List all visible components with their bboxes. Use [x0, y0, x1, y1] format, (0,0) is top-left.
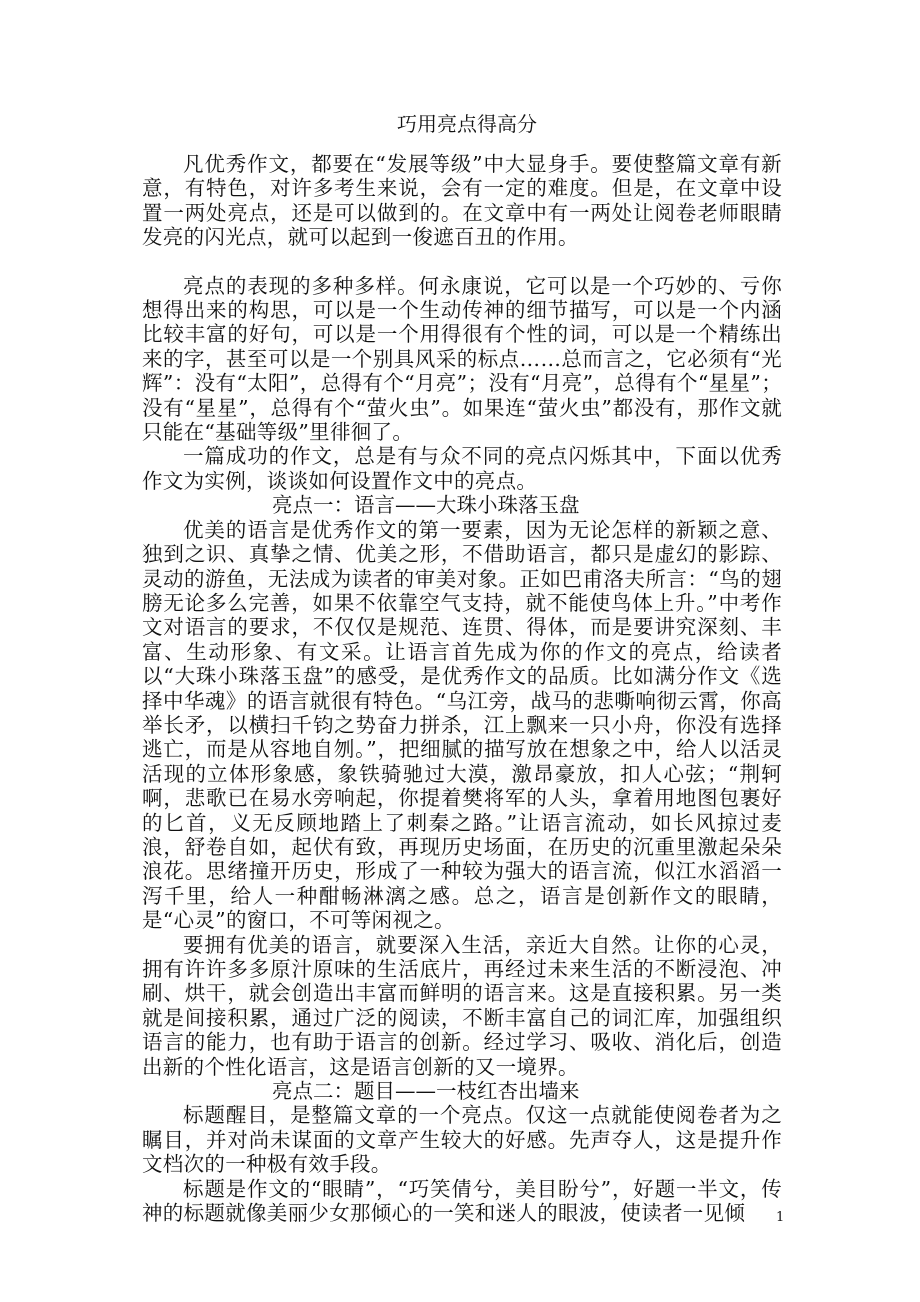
- section-heading-2: 亮点二：题目——一枝红杏出墙来: [272, 1079, 580, 1104]
- section2-paragraph-1: 标题醒目，是整篇文章的一个亮点。仅这一点就能使阅卷者为之瞩目，并对尚未谋面的文章产生较大的好感。先声夺人，这是提升作文档次的一种极有效手段。: [142, 1103, 782, 1177]
- intro-paragraph-1: 凡优秀作文，都要在“发展等级”中大显身手。要使整篇文章有新意，有特色，对许多考生来说，会有一定的难度。但是，在文章中设置一两处亮点，还是可以做到的。在文章中有一两处让阅卷老师眼睛发亮的闪光点，就可以起到一俊遮百丑的作用。: [142, 152, 782, 250]
- section1-paragraph-2: 要拥有优美的语言，就要深入生活，亲近大自然。让你的心灵，拥有许许多多原汁原味的生活底片，再经过未来生活的不断浸泡、冲刷、烘干，就会创造出丰富而鲜明的语言来。这是直接积累。另一类就是间接积累，通过广泛的阅读，不断丰富自己的词汇库，加强组织语言的能力，也有助于语言的创新。经过学习、吸收、消化后，创造出新的个性化语言，这是语言创新的又一境界。: [142, 932, 782, 1079]
- document-page: [142, 104, 785, 1226]
- section-heading-1: 亮点一：语言——大珠小珠落玉盘: [272, 493, 580, 518]
- intro-paragraph-2: 亮点的表现的多种多样。何永康说，它可以是一个巧妙的、亏你想得出来的构思，可以是一个生动传神的细节描写，可以是一个内涵比较丰富的好句，可以是一个用得很有个性的词，可以是一个精练出来的字，甚至可以是一个别具风采的标点……总而言之，它必须有“光辉”：没有“太阳”，总得有个“月亮”；没有“月亮”，总得有个“星星”；没有“星星”，总得有个“萤火虫”。如果连“萤火虫”都没有，那作文就只能在“基础等级”里徘徊了。: [142, 273, 782, 445]
- page-number: 1: [776, 1210, 785, 1225]
- document-title: 巧用亮点得高分: [397, 112, 537, 136]
- section2-paragraph-2: 标题是作文的“眼睛”，“巧笑倩兮，美目盼兮”，好题一半文，传神的标题就像美丽少女那倾心的一笑和迷人的眼波，使读者一见倾: [142, 1176, 782, 1226]
- intro-paragraph-3: 一篇成功的作文，总是有与众不同的亮点闪烁其中，下面以优秀作文为实例，谈谈如何设置作文中的亮点。: [142, 444, 782, 493]
- section1-paragraph-1: 优美的语言是优秀作文的第一要素，因为无论怎样的新颖之意、独到之识、真挚之情、优美之形，不借助语言，都只是虚幻的影踪、灵动的游鱼，无法成为读者的审美对象。正如巴甫洛夫所言：“鸟的翅膀无论多么完善，如果不依靠空气支持，就不能使鸟体上升。”中考作文对语言的要求，不仅仅是规范、连贯、得体，而是要讲究深刻、丰富、生动形象、有文采。让语言首先成为你的作文的亮点，给读者以“大珠小珠落玉盘”的感受，是优秀作文的品质。比如满分作文《选择中华魂》的语言就很有特色。“乌江旁，战马的悲嘶响彻云霄，你高举长矛，以横扫千钧之势奋力拼杀，江上飘来一只小舟，你没有选择逃亡，而是从容地自刎。”，把细腻的描写放在想象之中，给人以活灵活现的立体形象感，象铁骑驰过大漠，激昂豪放，扣人心弦；“荆轲啊，悲歌已在易水旁响起，你提着樊将军的人头，拿着用地图包裹好的匕首，义无反顾地踏上了刺秦之路。”让语言流动，如长风掠过麦浪，舒卷自如，起伏有致，再现历史场面，在历史的沉重里激起朵朵浪花。思绪撞开历史，形成了一种较为强大的语言流，似江水滔滔一泻千里，给人一种酣畅淋漓之感。总之，语言是创新作文的眼睛，是“心灵”的窗口，不可等闲视之。: [142, 517, 782, 933]
